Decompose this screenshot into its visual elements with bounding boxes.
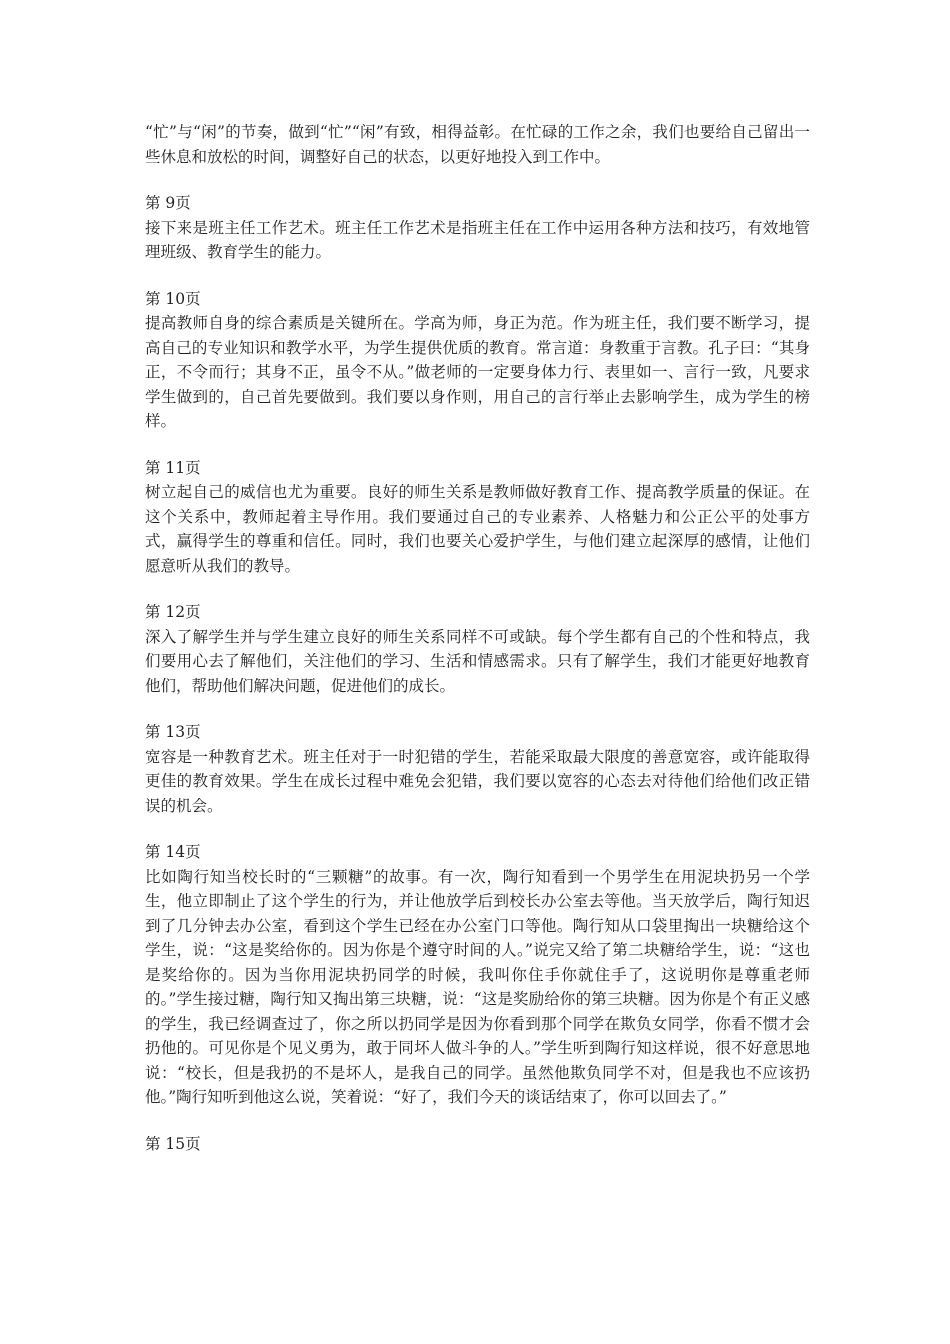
- section-page-12: [145, 600, 810, 698]
- page-heading: 第 15页: [145, 1134, 201, 1153]
- section-paragraph: 树立起自己的威信也尤为重要。良好的师生关系是教师做好教育工作、提高教学质量的保证。在这个关系中，教师起着主导作用。我们要通过自己的专业素养、人格魅力和公正公平的处事方式，赢得学生的尊重和信任。同时，我们也要关心爱护学生，与他们建立起深厚的感情，让他们愿意听从我们的教导。: [145, 483, 810, 575]
- section-paragraph: 提高教师自身的综合素质是关键所在。学高为师，身正为范。作为班主任，我们要不断学习，提高自己的专业知识和教学水平，为学生提供优质的教育。常言道：身教重于言教。孔子曰：“其身正，不令而行；其身不正，虽令不从。”做老师的一定要身体力行、表里如一、言行一致，凡要求学生做到的，自己首先要做到。我们要以身作则，用自己的言行举止去影响学生，成为学生的榜样。: [145, 314, 810, 430]
- section-page-11: [145, 456, 810, 579]
- section-page-10: [145, 287, 810, 434]
- page-heading: 第 11页: [145, 458, 201, 477]
- page-heading: 第 9页: [145, 194, 191, 212]
- section-page-15: [145, 1132, 810, 1157]
- section-page-13: [145, 720, 810, 818]
- section-page-9: [145, 191, 810, 265]
- section-paragraph: 接下来是班主任工作艺术。班主任工作艺术是指班主任在工作中运用各种方法和技巧，有效地管理班级、教育学生的能力。: [145, 218, 810, 261]
- section-paragraph: 深入了解学生并与学生建立良好的师生关系同样不可或缺。每个学生都有自己的个性和特点，我们要用心去了解他们，关注他们的学习、生活和情感需求。只有了解学生，我们才能更好地教育他们，帮助他们解决问题，促进他们的成长。: [145, 627, 810, 695]
- page-heading: 第 13页: [145, 723, 201, 741]
- page-heading: 第 10页: [145, 289, 201, 308]
- section-paragraph: 宽容是一种教育艺术。班主任对于一时犯错的学生，若能采取最大限度的善意宽容，或许能取得更佳的教育效果。学生在成长过程中难免会犯错，我们要以宽容的心态去对待他们给他们改正错误的机会。: [145, 747, 810, 815]
- section-page-14: [145, 840, 810, 1110]
- page-heading: 第 14页: [145, 843, 201, 861]
- section-paragraph: 比如陶行知当校长时的“三颗糖”的故事。有一次，陶行知看到一个男学生在用泥块扔另一个学生，他立即制止了这个学生的行为，并让他放学后到校长办公室去等他。当天放学后，陶行知迟到了几分钟去办公室，看到这个学生已经在办公室门口等他。陶行知从口袋里掏出一块糖给这个学生，说：“这是奖给你的。因为你是个遵守时间的人。”说完又给了第二块糖给学生，说：“这也是奖给你的。因为当你用泥块扔同学的时候，我叫你住手你就住手了，这说明你是尊重老师的。”学生接过糖，陶行知又掏出第三块糖，说：“这是奖励给你的第三块糖。因为你是个有正义感的学生，我已经调查过了，你之所以扔同学是因为你看到那个同学在欺负女同学，你看不惯才会扔他的。可见你是个见义勇为，敢于同坏人做斗争的人。”学生听到陶行知这样说，很不好意思地说：“校长，但是我扔的不是坏人，是我自己的同学。虽然他欺负同学不对，但是我也不应该扔他。”陶行知听到他这么说，笑着说：“好了，我们今天的谈话结束了，你可以回去了。”: [145, 867, 810, 1106]
- intro-paragraph: “忙”与“闲”的节奏，做到“忙”“闲”有致，相得益彰。在忙碌的工作之余，我们也要给自己留出一些休息和放松的时间，调整好自己的状态，以更好地投入到工作中。: [145, 123, 810, 166]
- page-heading: 第 12页: [145, 603, 201, 621]
